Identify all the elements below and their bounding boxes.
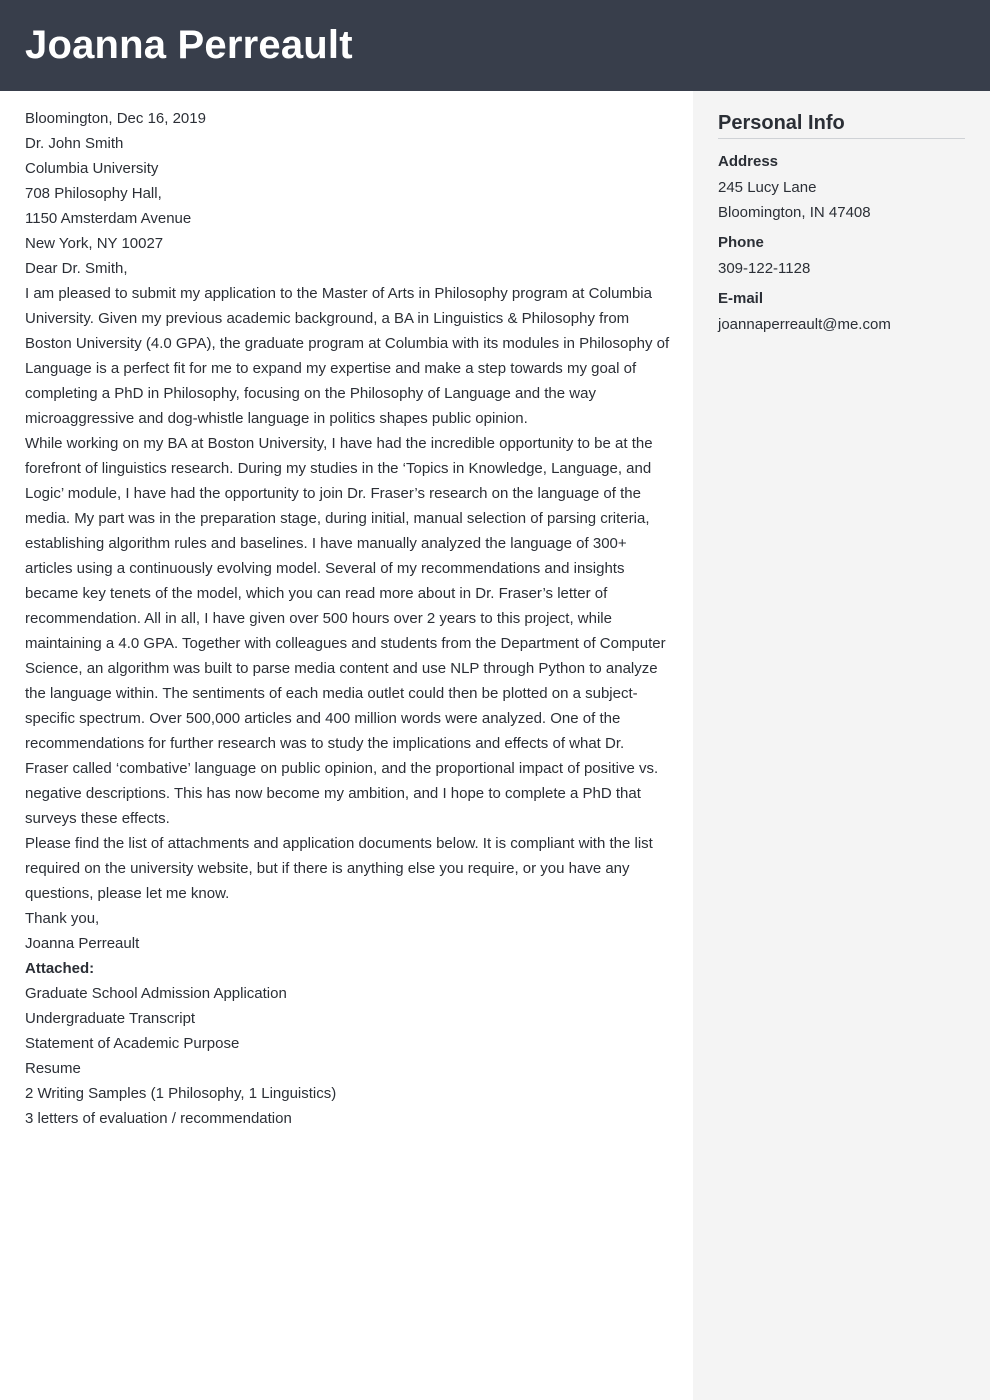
email-value: joannaperreault@me.com (718, 316, 891, 333)
salutation: Dear Dr. Smith, (25, 260, 128, 277)
address-block (718, 152, 965, 225)
attachment-item: 2 Writing Samples (1 Philosophy, 1 Linguistics) (25, 1085, 337, 1102)
letter-date: Bloomington, Dec 16, 2019 (25, 110, 206, 127)
attachments-label: Attached: (25, 960, 95, 977)
closing: Thank you, (25, 910, 100, 927)
personal-info-sidebar (693, 91, 990, 1400)
recipient-line: 708 Philosophy Hall, (25, 185, 162, 202)
attachment-item: 3 letters of evaluation / recommendation (25, 1110, 292, 1127)
recipient-line: New York, NY 10027 (25, 235, 164, 252)
applicant-name: Joanna Perreault (25, 23, 353, 67)
letter-body (25, 106, 670, 1131)
attachments-list (25, 956, 670, 1131)
letter-paragraph: I am pleased to submit my application to the Master of Arts in Philosophy program at Columbia University. Given my previous academic background, a BA in Linguistics & Philosophy from Boston University (4.0 GPA), the graduate program at Columbia with its modules in Philosophy of Language is a perfect fit for me to expand my expertise and make a step towards my goal of completing a PhD in Philosophy, focusing on the Philosophy of Language and the way microaggressive and dog-whistle language in politics shapes public opinion. (25, 285, 670, 427)
attachment-item: Undergraduate Transcript (25, 1010, 196, 1027)
recipient-line: 1150 Amsterdam Avenue (25, 210, 192, 227)
letter-paragraph: While working on my BA at Boston University, I have had the incredible opportunity to be at the forefront of linguistics research. During my studies in the ‘Topics in Knowledge, Language, and Logic’ module, I have had the opportunity to join Dr. Fraser’s research on the language of the media. My part was in the preparation stage, during initial, manual selection of parsing criteria, establishing algorithm rules and baselines. I have manually analyzed the language of 300+ articles using a continuously evolving model. Several of my recommendations and insights became key tenets of the model, which you can read more about in Dr. Fraser’s letter of recommendation. All in all, I have given over 500 hours over 2 years to this project, while maintaining a 4.0 GPA. Together with colleagues and students from the Department of Computer Science, an algorithm was built to parse media content and use NLP through Python to analyze the language within. The sentiments of each media outlet could then be plotted on a subject-specific spectrum. Over 500,000 articles and 400 million words were analyzed. One of the recommendations for further research was to study the implications and effects of what Dr. Fraser called ‘combative’ language on public opinion, and the proportional impact of positive vs. negative descriptions. This has now become my ambition, and I hope to complete a PhD that surveys these effects. (25, 435, 666, 827)
phone-label: Phone (718, 234, 764, 251)
email-block (718, 289, 965, 337)
page-header (0, 0, 990, 91)
email-label: E-mail (718, 290, 764, 307)
recipient-address (25, 131, 670, 256)
attachment-item: Statement of Academic Purpose (25, 1035, 240, 1052)
attachment-item: Graduate School Admission Application (25, 985, 287, 1002)
phone-block (718, 233, 965, 281)
phone-value: 309-122-1128 (718, 260, 811, 277)
address-line: 245 Lucy Lane (718, 179, 817, 196)
attachment-item: Resume (25, 1060, 81, 1077)
address-line: Bloomington, IN 47408 (718, 204, 871, 221)
address-label: Address (718, 153, 779, 170)
recipient-line: Columbia University (25, 160, 159, 177)
personal-info-title: Personal Info (718, 111, 965, 139)
recipient-line: Dr. John Smith (25, 135, 124, 152)
letter-paragraph: Please find the list of attachments and application documents below. It is compliant with the list required on the university website, but if there is anything else you require, or you have any questions, please let me know. (25, 835, 653, 902)
signature-name: Joanna Perreault (25, 935, 140, 952)
